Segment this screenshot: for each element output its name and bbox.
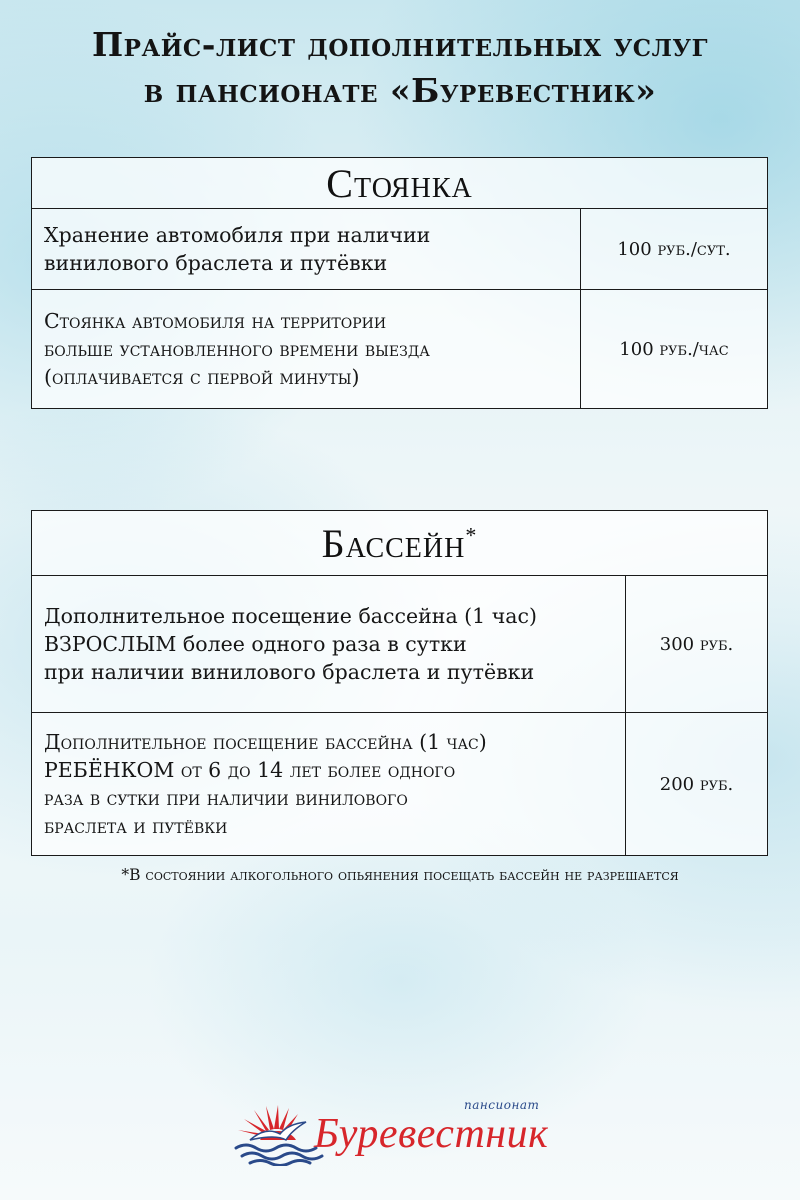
service-line: Хранение автомобиля при наличии bbox=[44, 223, 431, 247]
service-line: ВЗРОСЛЫМ более одного раза в сутки bbox=[44, 632, 467, 656]
service-description bbox=[32, 290, 581, 409]
page-title-line-2: в пансионате «Буревестник» bbox=[143, 71, 657, 110]
page-title-line-1: Прайс-лист дополнительных услуг bbox=[92, 25, 708, 64]
service-line: браслета и путёвки bbox=[44, 814, 228, 838]
service-line: Дополнительное посещение бассейна (1 час) bbox=[44, 730, 487, 754]
service-line: Дополнительное посещение бассейна (1 час) bbox=[44, 604, 537, 628]
service-line: больше установленного времени выезда bbox=[44, 337, 430, 361]
pool-heading bbox=[32, 511, 768, 576]
logo-small-text: пансионат bbox=[464, 1098, 540, 1112]
table-row bbox=[32, 290, 768, 409]
service-line: Стоянка автомобиля на территории bbox=[44, 309, 387, 333]
service-description bbox=[32, 209, 581, 290]
service-line: при наличии винилового браслета и путёвки bbox=[44, 660, 535, 684]
parking-heading: Стоянка bbox=[32, 158, 768, 209]
table-row bbox=[32, 209, 768, 290]
service-description bbox=[32, 713, 626, 856]
service-price: 300 руб. bbox=[626, 576, 768, 713]
page-title bbox=[0, 22, 800, 114]
service-line: винилового браслета и путёвки bbox=[44, 251, 388, 275]
service-line: (оплачивается с первой минуты) bbox=[44, 365, 360, 389]
service-price: 100 руб./сут. bbox=[581, 209, 768, 290]
brand-logo bbox=[232, 1098, 562, 1170]
service-price: 100 руб./час bbox=[581, 290, 768, 409]
logo-name: Буревестник bbox=[314, 1111, 549, 1157]
table-row bbox=[32, 576, 768, 713]
table-row bbox=[32, 713, 768, 856]
service-line: раза в сутки при наличии винилового bbox=[44, 786, 408, 810]
service-description bbox=[32, 576, 626, 713]
pool-footnote: *В состоянии алкогольного опьянения посещать бассейн не разрешается bbox=[121, 866, 679, 884]
service-line: РЕБЁНКОМ от 6 до 14 лет более одного bbox=[44, 758, 456, 782]
parking-price-table bbox=[31, 157, 768, 409]
pool-heading-text: Бассейн bbox=[321, 520, 466, 566]
pool-price-table bbox=[31, 510, 768, 856]
service-price: 200 руб. bbox=[626, 713, 768, 856]
pool-heading-asterisk: * bbox=[465, 522, 478, 548]
